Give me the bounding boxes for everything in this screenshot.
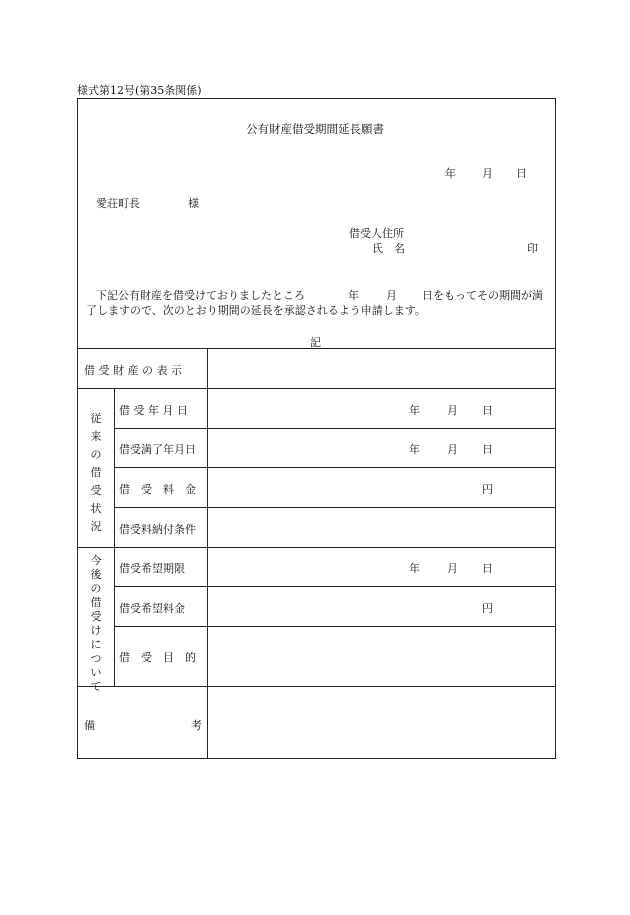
prev-payment-label: 借受料納付条件 — [119, 523, 196, 536]
divider — [78, 547, 555, 548]
divider — [114, 507, 555, 508]
prev-end-year: 年 — [409, 443, 420, 456]
previous-status-group-label — [89, 412, 103, 538]
vertical-char: 借 — [90, 466, 102, 479]
future-period-label: 借受希望期限 — [119, 562, 185, 575]
vertical-char: 来 — [90, 430, 102, 443]
future-period-day: 日 — [482, 562, 493, 575]
future-fee-yen: 円 — [482, 602, 493, 615]
group-divider — [114, 388, 115, 686]
remarks-label-right: 考 — [191, 719, 202, 732]
prev-start-month: 月 — [447, 404, 458, 417]
ki-heading: 記 — [310, 336, 321, 349]
future-purpose-label: 借 受 目 的 — [119, 651, 196, 664]
addressee-name: 愛荘町長 — [96, 197, 140, 210]
form-number-label: 様式第12号(第35条関係) — [77, 84, 202, 97]
future-period-month: 月 — [447, 562, 458, 575]
vertical-char: 従 — [90, 412, 102, 425]
vertical-char: 受 — [90, 610, 102, 623]
body-year: 年 — [348, 289, 359, 302]
future-fee-label: 借受希望料金 — [119, 602, 185, 615]
vertical-char: 後 — [90, 568, 102, 581]
divider — [78, 388, 555, 389]
vertical-char: 状 — [90, 502, 102, 515]
applicant-address-label: 借受人住所 — [349, 227, 404, 240]
future-period-year: 年 — [409, 562, 420, 575]
vertical-char: の — [90, 448, 102, 461]
prev-end-label: 借受満了年月日 — [119, 443, 196, 456]
form-title: 公有財産借受期間延長願書 — [246, 122, 384, 136]
remarks-label-left: 備 — [84, 719, 95, 732]
date-month: 月 — [482, 167, 493, 180]
addressee-honorific: 様 — [188, 197, 199, 210]
body-text-line1: 下記公有財産を借受けておりましたところ — [96, 289, 305, 302]
prev-fee-yen: 円 — [482, 483, 493, 496]
divider — [114, 428, 555, 429]
divider — [114, 626, 555, 627]
applicant-name-label: 氏 名 — [372, 242, 405, 255]
date-year: 年 — [445, 167, 456, 180]
vertical-char: 今 — [90, 554, 102, 567]
seal-mark: 印 — [527, 242, 538, 255]
vertical-char: つ — [90, 652, 102, 665]
prev-end-day: 日 — [482, 443, 493, 456]
divider — [114, 586, 555, 587]
vertical-char: て — [90, 680, 102, 693]
prev-fee-label: 借 受 料 金 — [119, 483, 196, 496]
prev-start-year: 年 — [409, 404, 420, 417]
vertical-char: 借 — [90, 596, 102, 609]
property-display-label: 借 受 財 産 の 表 示 — [84, 364, 182, 377]
vertical-char: 受 — [90, 484, 102, 497]
vertical-char: い — [90, 666, 102, 679]
prev-start-label: 借 受 年 月 日 — [119, 404, 188, 417]
future-group-label — [89, 554, 103, 694]
column-divider — [207, 348, 208, 758]
body-text-line2: 了しますので、次のとおり期間の延長を承認されるよう申請します。 — [86, 304, 426, 317]
application-form — [77, 98, 556, 759]
vertical-char: の — [90, 582, 102, 595]
vertical-char: け — [90, 624, 102, 637]
vertical-char: に — [90, 638, 102, 651]
date-day: 日 — [516, 167, 527, 180]
divider — [78, 686, 555, 687]
body-month: 月 — [386, 289, 397, 302]
prev-start-day: 日 — [482, 404, 493, 417]
body-text-line1-tail: 日をもってその期間が満 — [422, 289, 543, 302]
prev-end-month: 月 — [447, 443, 458, 456]
divider — [114, 467, 555, 468]
vertical-char: 況 — [90, 520, 102, 533]
